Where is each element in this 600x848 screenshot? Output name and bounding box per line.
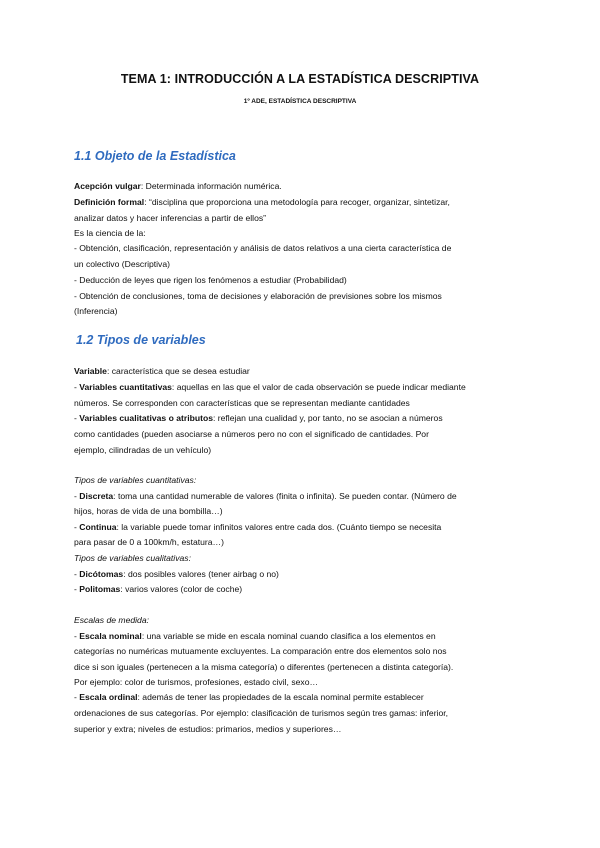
definicion-line — [74, 197, 450, 208]
cualitativas-text: : reflejan una cualidad y, por tanto, no se asocian a números — [212, 413, 443, 423]
dicotomas-label: Dicótomas — [79, 569, 124, 579]
bullet: - — [74, 522, 80, 532]
politomas-text: : varios valores (color de coche) — [120, 584, 243, 594]
nominal-line-4: Por ejemplo: color de turismos, profesiones, estado civil, sexo… — [74, 677, 319, 687]
cuantitativas-line-2: números. Se corresponden con características que se representan mediante cantidades — [74, 398, 410, 408]
ordinal-line — [74, 692, 424, 703]
acepcion-line — [74, 181, 282, 192]
variable-line — [74, 366, 250, 377]
politomas-label: Politomas — [79, 584, 121, 594]
ordinal-label: Escala ordinal — [79, 692, 138, 702]
nominal-line-2: categorías no numéricas mutuamente excluyentes. La comparación entre dos elementos solo nos — [74, 646, 447, 656]
variable-label: Variable — [74, 366, 107, 376]
tipos-cuantitativas-title: Tipos de variables cuantitativas: — [74, 475, 197, 485]
bullet: - — [74, 584, 80, 594]
dicotomas-line — [74, 569, 279, 580]
discreta-line — [74, 491, 457, 502]
continua-line — [74, 522, 441, 533]
escalas-title: Escalas de medida: — [74, 615, 149, 625]
bullet: - — [74, 491, 80, 501]
nominal-line — [74, 631, 436, 642]
acepcion-text: : Determinada información numérica. — [140, 181, 282, 191]
ciencia-item-1-cont: un colectivo (Descriptiva) — [74, 259, 170, 269]
nominal-line-3: dice si son iguales (pertenecen a la misma categoría) o diferentes (pertenecen a distinta categoría). — [74, 662, 454, 672]
tipos-cualitativas-title: Tipos de variables cualitativas: — [74, 553, 191, 563]
bullet: - — [74, 569, 80, 579]
ciencia-item-3: - Obtención de conclusiones, toma de decisiones y elaboración de previsiones sobre los mismos — [74, 291, 442, 301]
discreta-line-2: hijos, horas de vida de una bombilla…) — [74, 506, 223, 516]
ordinal-text: : además de tener las propiedades de la escala nominal permite establecer — [137, 692, 424, 702]
continua-label: Continua — [79, 522, 117, 532]
ordinal-line-2: ordenaciones de sus categorías. Por ejemplo: clasificación de turismos según tres gamas: inferior, — [74, 708, 449, 718]
document-subtitle: 1º ADE, ESTADÍSTICA DESCRIPTIVA — [243, 98, 357, 105]
ciencia-intro: Es la ciencia de la: — [74, 228, 146, 238]
ordinal-line-3: superior y extra; niveles de estudios: primarios, medios y superiores… — [74, 724, 342, 734]
bullet: - — [74, 413, 80, 423]
document-title: TEMA 1: INTRODUCCIÓN A LA ESTADÍSTICA DESCRIPTIVA — [120, 72, 480, 86]
ciencia-item-2: - Deducción de leyes que rigen los fenómenos a estudiar (Probabilidad) — [74, 275, 347, 285]
definicion-text: : “disciplina que proporciona una metodología para recoger, organizar, sintetizar, — [144, 197, 450, 207]
ciencia-item-1: - Obtención, clasificación, representación y análisis de datos relativos a una cierta característica de — [74, 243, 452, 253]
section-heading-tipos: 1.2 Tipos de variables — [76, 333, 206, 347]
cualitativas-line-2: como cantidades (pueden asociarse a números pero no con el significado de cantidades. Por — [74, 429, 429, 439]
cualitativas-line-3: ejemplo, cilindradas de un vehículo) — [74, 445, 212, 455]
dicotomas-text: : dos posibles valores (tener airbag o no) — [123, 569, 279, 579]
continua-line-2: para pasar de 0 a 100km/h, estatura…) — [74, 537, 224, 547]
cuantitativas-text: : aquellas en las que el valor de cada observación se puede indicar mediante — [171, 382, 466, 392]
cuantitativas-label: Variables cuantitativas — [79, 382, 172, 392]
variable-text: : característica que se desea estudiar — [106, 366, 250, 376]
acepcion-label: Acepción vulgar — [74, 181, 141, 191]
bullet: - — [74, 631, 80, 641]
discreta-label: Discreta — [79, 491, 114, 501]
ciencia-item-3-cont: (Inferencia) — [74, 306, 118, 316]
bullet: - — [74, 692, 80, 702]
cuantitativas-line — [74, 382, 466, 393]
continua-text: : la variable puede tomar infinitos valores entre cada dos. (Cuánto tiempo se necesita — [116, 522, 442, 532]
politomas-line — [74, 584, 242, 595]
section-heading-objeto: 1.1 Objeto de la Estadística — [74, 149, 236, 163]
cualitativas-label: Variables cualitativas o atributos — [79, 413, 213, 423]
definicion-label: Definición formal — [74, 197, 145, 207]
definicion-line-2: analizar datos y hacer inferencias a partir de ellos” — [74, 213, 267, 223]
nominal-label: Escala nominal — [79, 631, 142, 641]
bullet: - — [74, 382, 80, 392]
nominal-text: : una variable se mide en escala nominal cuando clasifica a los elementos en — [141, 631, 436, 641]
cualitativas-line — [74, 413, 443, 424]
discreta-text: : toma una cantidad numerable de valores (finita o infinita). Se pueden contar. (Número de — [113, 491, 457, 501]
